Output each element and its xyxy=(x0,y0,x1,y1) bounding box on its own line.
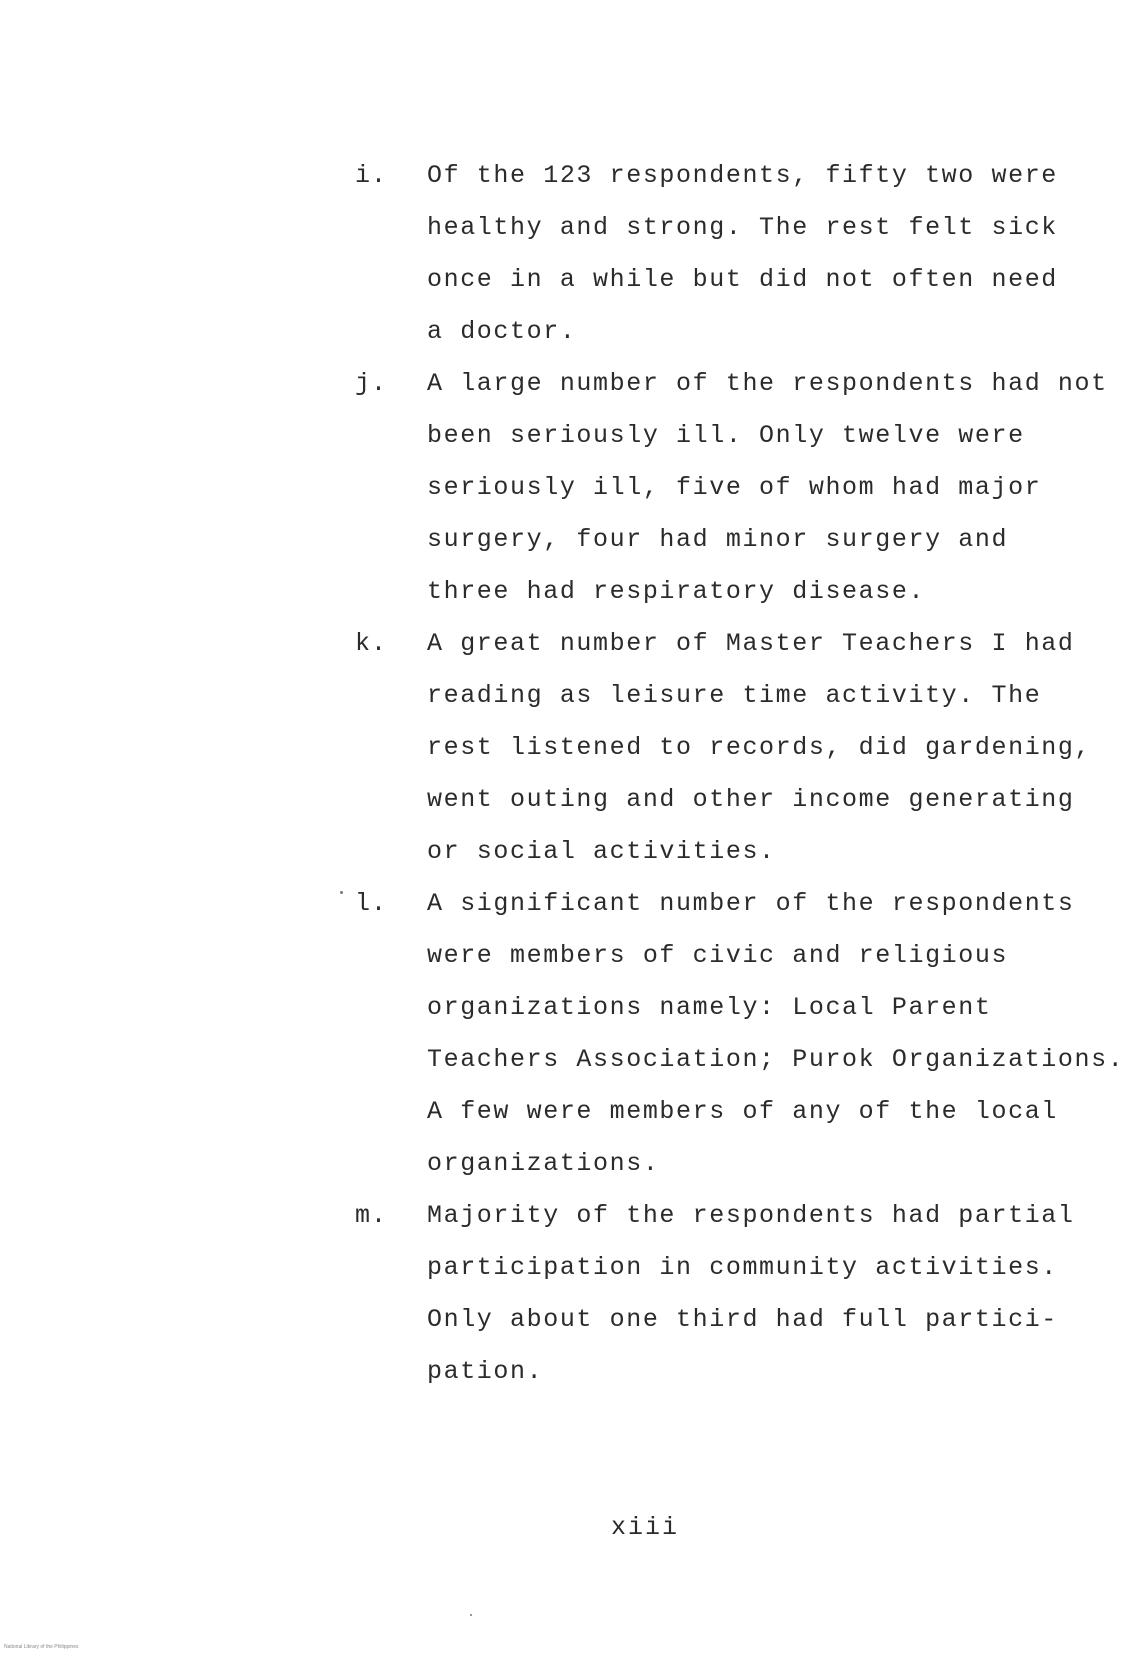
item-line: seriously ill, five of whom had major xyxy=(427,473,1042,502)
item-line: once in a while but did not often need xyxy=(427,265,1058,294)
item-line: Of the 123 respondents, fifty two were xyxy=(427,161,1058,190)
scan-speck xyxy=(470,1614,472,1616)
item-marker: i. xyxy=(355,161,388,190)
item-line: A large number of the respondents had not xyxy=(427,369,1108,398)
item-line: or social activities. xyxy=(427,837,776,866)
item-marker: l. xyxy=(355,889,388,918)
item-line: Teachers Association; Purok Organizations. xyxy=(427,1045,1125,1074)
item-marker: j. xyxy=(355,369,388,398)
item-line: organizations namely: Local Parent xyxy=(427,993,992,1022)
item-line: organizations. xyxy=(427,1149,660,1178)
item-line: A few were members of any of the local xyxy=(427,1097,1058,1126)
item-line: participation in community activities. xyxy=(427,1253,1058,1282)
item-line: reading as leisure time activity. The xyxy=(427,681,1042,710)
footer-note: National Library of the Philippines xyxy=(4,1644,79,1650)
item-line: surgery, four had minor surgery and xyxy=(427,525,1009,554)
item-line: three had respiratory disease. xyxy=(427,577,926,606)
item-line: pation. xyxy=(427,1357,544,1386)
item-line: A significant number of the respondents xyxy=(427,889,1075,918)
item-line: rest listened to records, did gardening, xyxy=(427,733,1092,762)
item-line: been seriously ill. Only twelve were xyxy=(427,421,1025,450)
item-line: Only about one third had full partici- xyxy=(427,1305,1058,1334)
page-number: xiii xyxy=(610,1513,679,1542)
item-line: healthy and strong. The rest felt sick xyxy=(427,213,1058,242)
item-line: A great number of Master Teachers I had xyxy=(427,629,1075,658)
item-line: went outing and other income generating xyxy=(427,785,1075,814)
scan-speck xyxy=(340,891,343,894)
item-line: Majority of the respondents had partial xyxy=(427,1201,1075,1230)
item-line: were members of civic and religious xyxy=(427,941,1009,970)
item-marker: k. xyxy=(355,629,388,658)
item-marker: m. xyxy=(355,1201,388,1230)
item-line: a doctor. xyxy=(427,317,577,346)
